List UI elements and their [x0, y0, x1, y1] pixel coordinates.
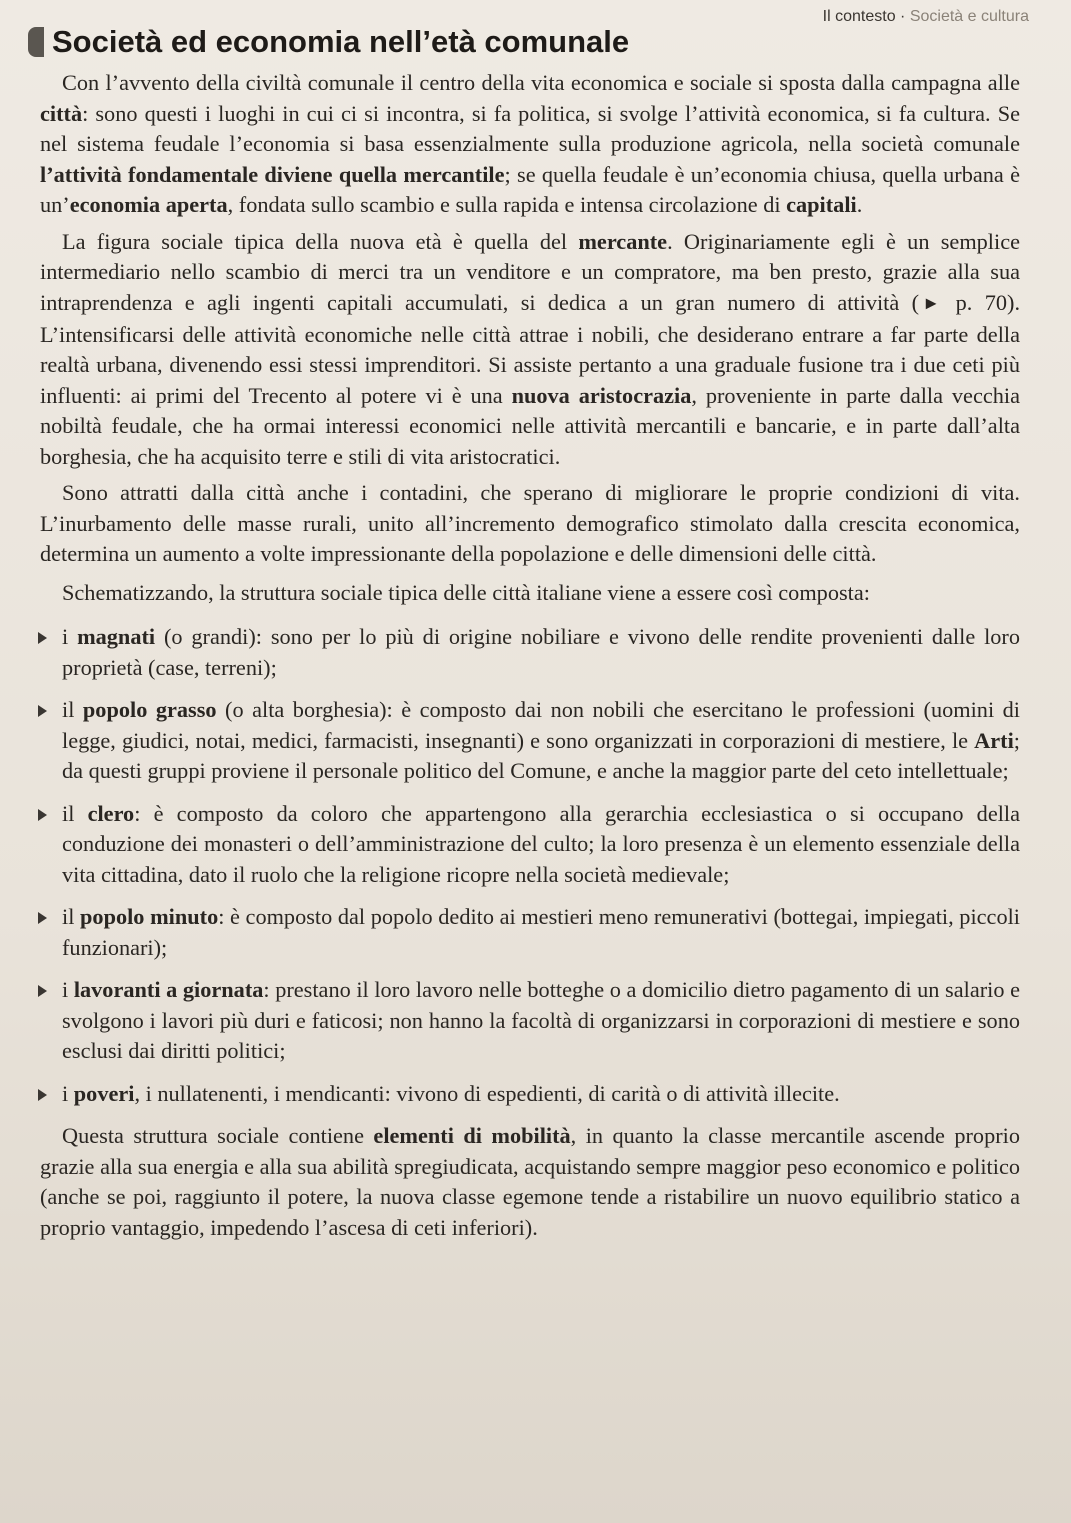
bullet-icon	[38, 912, 47, 924]
item-desc: : è composto da coloro che appartengono alla gerarchia ecclesiastica o si occupano della conduzione dei monasteri o dell’amministrazione del culto; la loro presenza è un elemento essenziale della vita cittadina, dato il ruolo che la religione ricopre nella società medievale;	[62, 800, 1020, 887]
item-article: i	[62, 624, 78, 650]
paragraph-5	[40, 1121, 1020, 1243]
running-head-section: Il contesto	[822, 8, 896, 25]
p2-text-d: ). L’intensificarsi delle attività economiche nelle città attrae i nobili, che desiderano entrare a far parte della realtà urbana, divenendo essi stessi imprenditori. Si assiste pertanto a una graduale fusione tra i due ceti più influenti: ai primi del Trecento al potere vi è una	[40, 289, 1021, 408]
p1-bold-mercantile: l’attività fondamentale diviene quella mercantile	[40, 161, 505, 187]
paragraph-3: Sono attratti dalla città anche i contadini, che sperano di migliorare le proprie condizioni di vita. L’inurbamento delle masse rurali, unito all’incremento demografico stimolato dalla crescita economica, determina un aumento a volte impressionante della popolazione e delle dimensioni delle città.	[40, 480, 1020, 567]
item-desc: : è composto dal popolo dedito ai mestieri meno remunerativi (bottegai, impiegati, piccoli funzionari);	[62, 904, 1020, 960]
item-article: i	[62, 977, 74, 1003]
p1-bold-economia-aperta: economia aperta	[69, 192, 228, 217]
item-article: il	[62, 697, 83, 723]
p2-bold-mercante: mercante	[578, 228, 668, 254]
item-article: i	[62, 1080, 74, 1106]
item-desc: (o grandi): sono per lo più di origine nobiliare e vivono delle rendite provenienti dalle loro proprietà (case, terreni);	[62, 624, 1020, 680]
page-title: Società ed economia nell’età comunale	[52, 24, 630, 59]
bullet-icon	[38, 1089, 47, 1101]
p1-text-a: Con l’avvento della civiltà comunale il centro della vita economica e sociale si sposta dalla campagna alle	[62, 70, 1020, 95]
title-row	[28, 24, 629, 60]
item-desc-2: ; da questi gruppi proviene il personale politico del Comune, e anche la maggior parte del ceto intellettuale;	[62, 727, 1020, 784]
p1-text-e: ; se quella feudale è un’economia chiusa, quella urbana è un’	[40, 161, 1021, 217]
running-head-subsection: Società e cultura	[909, 8, 1029, 25]
social-strata-list	[40, 622, 1020, 1109]
running-head	[823, 8, 1029, 26]
item-term: popolo minuto	[80, 904, 219, 930]
body-text	[40, 68, 1020, 1249]
p2-bold-aristocrazia: nuova aristocrazia	[511, 382, 692, 408]
list-item	[40, 695, 1020, 787]
item-term: magnati	[77, 624, 156, 650]
running-head-separator: ·	[895, 8, 910, 25]
list-item	[40, 799, 1020, 891]
item-term: popolo grasso	[82, 697, 217, 723]
bullet-icon	[38, 705, 47, 717]
item-article: il	[62, 800, 88, 826]
page-ref-arrow-icon: ▶	[919, 296, 944, 312]
p2-text-c: . Originariamente egli è un semplice intermediario nello scambio di merci tra un venditore e un compratore, ma ben presto, grazie alla sua intraprendenza e agli ingenti capitali accumulati, si dedica a un gran numero di attività (	[40, 228, 1020, 315]
list-item	[40, 622, 1020, 683]
p1-term-citta: città	[40, 100, 83, 126]
item-term: lavoranti a giornata	[73, 977, 264, 1003]
p5-bold-mobilita: elementi di mobilità	[373, 1123, 571, 1149]
p1-text-c: : sono questi i luoghi in cui ci si incontra, si fa politica, si svolge l’attività economica, si fa cultura. Se nel sistema feudale l’economia si basa essenzialmente sulla produzione agricola, nella società comunale	[40, 100, 1020, 156]
item-term: poveri	[73, 1080, 135, 1106]
p1-bold-capitali: capitali	[786, 192, 857, 217]
p2-text-a: La figura sociale tipica della nuova età è quella del	[62, 228, 579, 254]
bullet-icon	[38, 632, 47, 644]
bullet-icon	[38, 809, 47, 821]
paragraph-2	[40, 227, 1020, 473]
p1-text-g: , fondata sullo scambio e sulla rapida e intensa circolazione di	[227, 192, 787, 217]
page-ref-link[interactable]: p. 70	[955, 289, 1008, 315]
item-desc: , i nullatenenti, i mendicanti: vivono di espedienti, di carità o di attività illecite.	[134, 1080, 840, 1106]
paragraph-4: Schematizzando, la struttura sociale tipica delle città italiane viene a essere così composta:	[62, 579, 870, 605]
item-term-arti: Arti	[974, 727, 1014, 753]
p5-text-c: , in quanto la classe mercantile ascende proprio grazie alla sua energia e alla sua abilità spregiudicata, acquistando sempre maggior peso economico e politico (anche se poi, raggiunto il potere, la nuova classe egemone tende a ristabilire un nuovo equilibrio statico a proprio vantaggio, impedendo l’ascesa di ceti inferiori).	[40, 1123, 1020, 1240]
list-item	[40, 975, 1020, 1067]
p5-text-a: Questa struttura sociale contiene	[62, 1123, 374, 1149]
title-marker-icon	[28, 27, 44, 57]
bullet-icon	[38, 985, 47, 997]
item-term: clero	[87, 800, 135, 826]
item-desc: (o alta borghesia): è composto dai non nobili che esercitano le professioni (uomini di legge, giudici, notai, medici, farmacisti, insegnanti) e sono organizzati in corporazioni di mestiere, le	[62, 697, 1020, 753]
item-desc: : prestano il loro lavoro nelle botteghe o a domicilio dietro pagamento di un salario e svolgono i lavori più duri e faticosi; non hanno la facoltà di organizzarsi in corporazioni di mestiere e sono esclusi dai diritti politici;	[62, 977, 1020, 1064]
item-article: il	[62, 904, 81, 930]
paragraph-1	[40, 68, 1020, 221]
p2-text-f: , proveniente in parte dalla vecchia nobiltà feudale, che ha ormai interessi economici nelle attività mercantili e bancarie, e in parte dall’alta borghesia, che ha acquisito terre e stili di vita aristocratici.	[40, 382, 1020, 469]
list-item	[40, 902, 1020, 963]
p1-text-i: .	[856, 192, 863, 217]
list-item	[40, 1079, 1020, 1110]
